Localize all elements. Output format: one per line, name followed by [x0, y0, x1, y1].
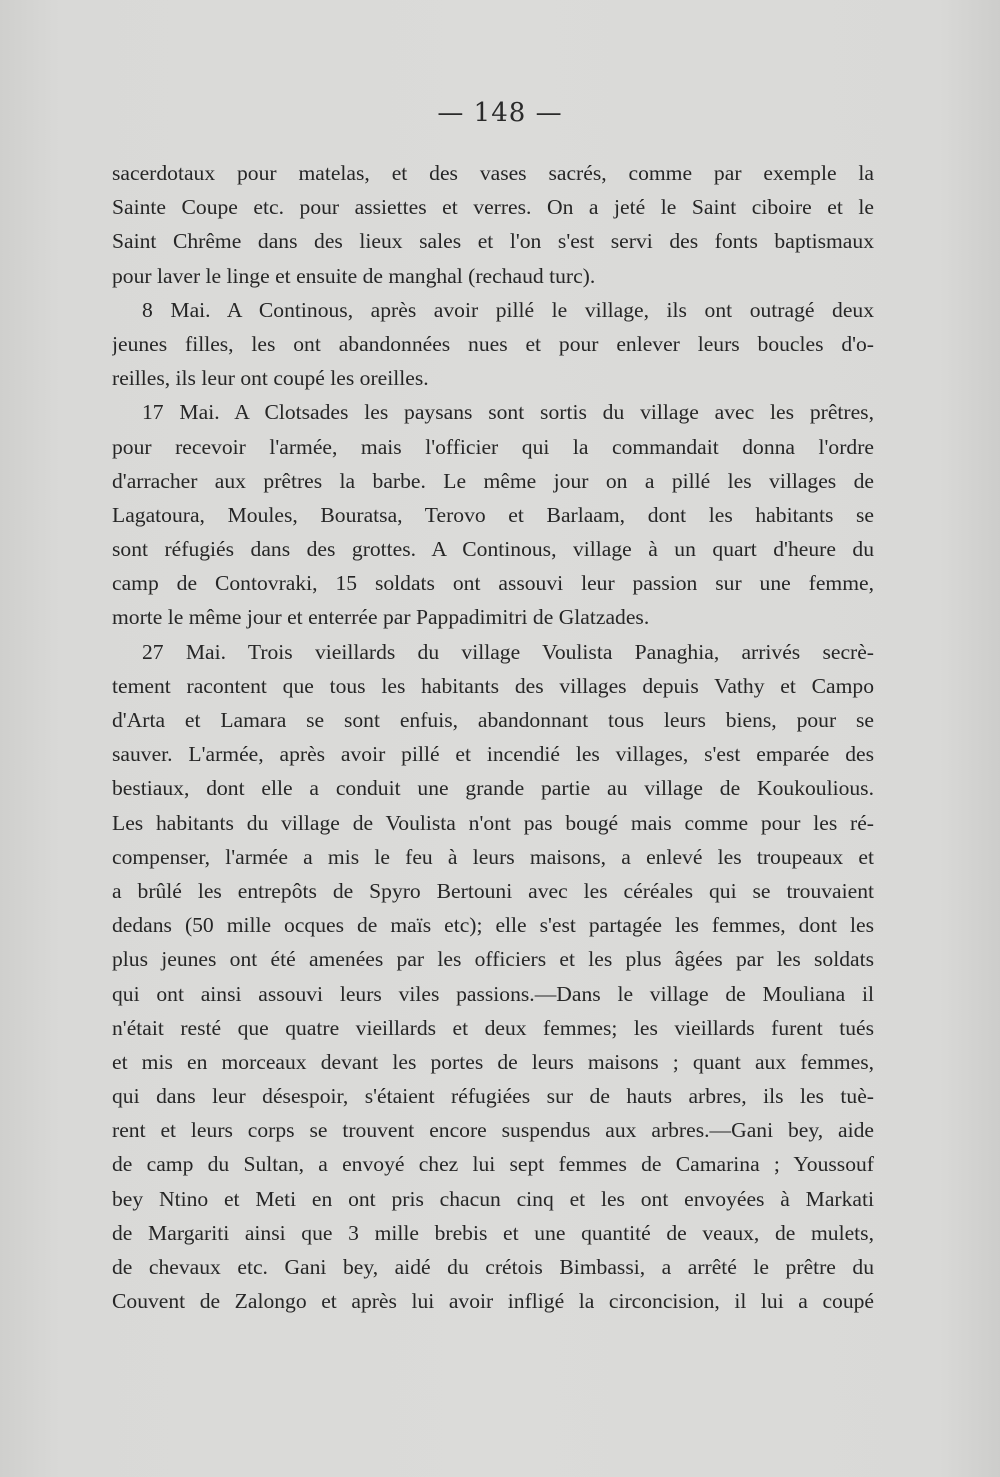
- text-line: de chevaux etc. Gani bey, aidé du crétois Bimbassi, a arrêté le prêtre du: [112, 1255, 874, 1279]
- text-line: rent et leurs corps se trouvent encore suspendus aux arbres.—Gani bey, aide: [112, 1118, 874, 1143]
- text-line: reilles, ils leur ont coupé les oreilles.: [112, 366, 429, 391]
- text-line: 27 Mai. Trois vieillards du village Voulista Panaghia, arrivés secrè-: [142, 639, 874, 664]
- text-line: 8 Mai. A Continous, après avoir pillé le village, ils ont outragé deux: [142, 297, 874, 322]
- text-line: Saint Chrême dans des lieux sales et l'on s'est servi des fonts baptismaux: [112, 229, 874, 254]
- text-line: Couvent de Zalongo et après lui avoir infligé la circoncision, il lui a coupé: [112, 1289, 874, 1314]
- text-line: a brûlé les entrepôts de Spyro Bertouni avec les céréales qui se trouvaient: [112, 878, 874, 903]
- text-line: Les habitants du village de Voulista n'ont pas bougé mais comme pour les ré-: [112, 810, 874, 835]
- body-text: [112, 156, 874, 1318]
- text-line: qui dans leur désespoir, s'étaient réfugiées sur de hauts arbres, ils les tuè-: [112, 1084, 874, 1109]
- text-line: morte le même jour et enterrée par Pappadimitri de Glatzades.: [112, 605, 650, 630]
- text-line: bestiaux, dont elle a conduit une grande partie au village de Koukoulious.: [112, 776, 874, 801]
- text-line: pour recevoir l'armée, mais l'officier qui la commandait donna l'ordre: [112, 434, 874, 459]
- text-line: sacerdotaux pour matelas, et des vases sacrés, comme par exemple la: [112, 161, 874, 185]
- text-line: Sainte Coupe etc. pour assiettes et verres. On a jeté le Saint ciboire et le: [112, 195, 874, 220]
- text-line: bey Ntino et Meti en ont pris chacun cinq et les ont envoyées à Markati: [112, 1186, 874, 1211]
- text-line: 17 Mai. A Clotsades les paysans sont sortis du village avec les prêtres,: [142, 400, 874, 425]
- text-line: pour laver le linge et ensuite de manghal (rechaud turc).: [112, 263, 596, 288]
- text-line: qui ont ainsi assouvi leurs viles passions.—Dans le village de Mouliana il: [112, 981, 874, 1006]
- text-line: sauver. L'armée, après avoir pillé et incendié les villages, s'est emparée des: [112, 742, 874, 767]
- text-line: dedans (50 mille ocques de maïs etc); elle s'est partagée les femmes, dont les: [112, 913, 874, 938]
- text-line: n'était resté que quatre vieillards et deux femmes; les vieillards furent tués: [112, 1015, 874, 1040]
- page-number: — 148 —: [437, 98, 563, 128]
- text-line: de camp du Sultan, a envoyé chez lui sept femmes de Camarina ; Youssouf: [112, 1152, 874, 1177]
- text-line: plus jeunes ont été amenées par les officiers et les plus âgées par les soldats: [112, 947, 874, 972]
- text-line: d'Arta et Lamara se sont enfuis, abandonnant tous leurs biens, pour se: [112, 708, 874, 732]
- text-line: jeunes filles, les ont abandonnées nues et pour enlever leurs boucles d'o-: [112, 331, 874, 356]
- text-line: compenser, l'armée a mis le feu à leurs maisons, a enlevé les troupeaux et: [112, 844, 874, 869]
- text-line: d'arracher aux prêtres la barbe. Le même jour on a pillé les villages de: [112, 468, 874, 493]
- text-line: Lagatoura, Moules, Bouratsa, Terovo et Barlaam, dont les habitants se: [112, 502, 874, 527]
- text-line: et mis en morceaux devant les portes de leurs maisons ; quant aux femmes,: [112, 1049, 874, 1074]
- text-line: camp de Contovraki, 15 soldats ont assouvi leur passion sur une femme,: [112, 571, 874, 596]
- text-line: de Margariti ainsi que 3 mille brebis et une quantité de veaux, de mulets,: [112, 1220, 874, 1245]
- text-line: sont réfugiés dans des grottes. A Continous, village à un quart d'heure du: [112, 537, 874, 562]
- text-line: tement racontent que tous les habitants des villages depuis Vathy et Campo: [112, 673, 874, 698]
